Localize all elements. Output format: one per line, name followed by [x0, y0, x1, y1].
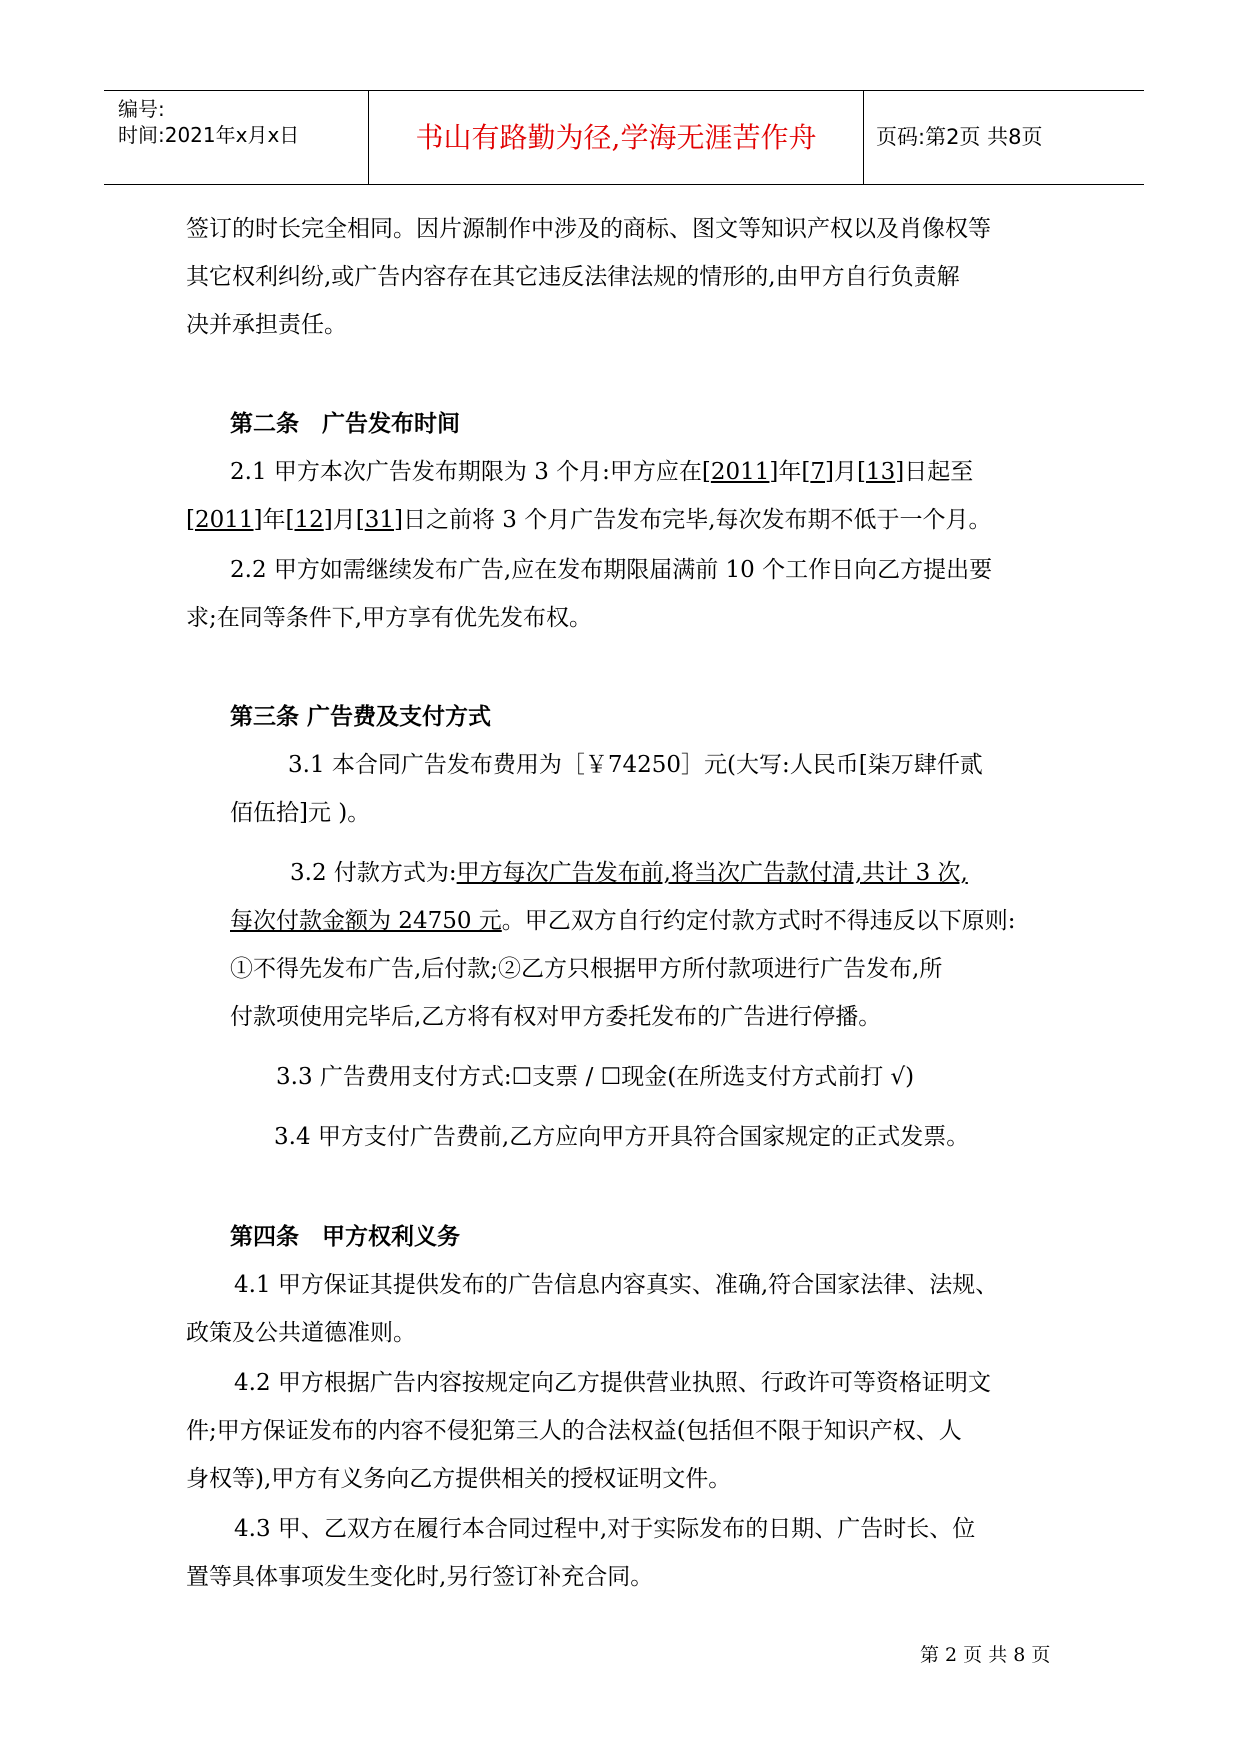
text: 2.1 甲方本次广告发布期限为 3 个月:甲方应在[	[230, 459, 711, 485]
article-3-4: 3.4 甲方支付广告费前,乙方应向甲方开具符合国家规定的正式发票。	[274, 1124, 970, 1150]
intro-line-3: 决并承担责任。	[186, 312, 347, 338]
article-2-title: 第二条 广告发布时间	[230, 411, 460, 437]
text: ]年[	[769, 459, 811, 485]
start-day: 13	[865, 459, 896, 485]
text: 3.2 付款方式为:	[290, 860, 457, 886]
header-meta	[104, 91, 369, 184]
end-year: 2011	[194, 507, 254, 533]
end-day: 31	[364, 507, 394, 533]
article-2-1-line-2	[186, 505, 992, 535]
article-2-2-line-2: 求;在同等条件下,甲方享有优先发布权。	[186, 605, 593, 631]
article-3-2-line-4: 付款项使用完毕后,乙方将有权对甲方委托发布的广告进行停播。	[230, 1004, 882, 1030]
text: 。甲乙双方自行约定付款方式时不得违反以下原则:	[501, 908, 1016, 934]
end-month: 12	[294, 507, 324, 533]
article-4-3-line-2: 置等具体事项发生变化时,另行签订补充合同。	[186, 1564, 654, 1590]
intro-line-1: 签订的时长完全相同。因片源制作中涉及的商标、图文等知识产权以及肖像权等	[186, 216, 991, 242]
document-time: 时间:2021年x月x日	[118, 123, 300, 147]
start-year: 2011	[710, 459, 770, 485]
text: ]日起至	[895, 459, 974, 485]
article-2-1-line-1	[230, 457, 973, 487]
text: ]月[	[825, 459, 866, 485]
document-number: 编号:	[118, 97, 165, 121]
header-page-number: 页码:第2页 共8页	[876, 125, 1043, 149]
text: [	[186, 507, 195, 533]
article-3-2-line-3: ①不得先发布广告,后付款;②乙方只根据甲方所付款项进行广告发布,所	[230, 956, 943, 982]
text: ]日之前将 3 个月广告发布完毕,每次发布期不低于一个月。	[394, 507, 992, 533]
header-motto: 书山有路勤为径,学海无涯苦作舟	[369, 91, 864, 184]
article-4-title: 第四条 甲方权利义务	[230, 1224, 460, 1250]
page-header	[104, 90, 1144, 185]
article-2-2-line-1: 2.2 甲方如需继续发布广告,应在发布期限届满前 10 个工作日向乙方提出要	[230, 557, 993, 583]
payment-amount: 每次付款金额为 24750 元	[230, 908, 502, 934]
payment-terms: 甲方每次广告发布前,将当次广告款付清,共计 3 次,	[456, 860, 968, 886]
article-4-1-line-1: 4.1 甲方保证其提供发布的广告信息内容真实、准确,符合国家法律、法规、	[234, 1272, 999, 1298]
article-3-2-line-1	[290, 858, 968, 888]
article-3-3: 3.3 广告费用支付方式:☐支票 / ☐现金(在所选支付方式前打 √)	[276, 1064, 915, 1090]
article-3-2-line-2	[230, 906, 1016, 936]
article-3-title: 第三条 广告费及支付方式	[230, 704, 492, 730]
article-3-1-line-2: 佰伍拾]元 )。	[230, 800, 371, 826]
article-4-3-line-1: 4.3 甲、乙双方在履行本合同过程中,对于实际发布的日期、广告时长、位	[234, 1516, 976, 1542]
intro-line-2: 其它权利纠纷,或广告内容存在其它违反法律法规的情形的,由甲方自行负责解	[186, 264, 960, 290]
page-footer: 第 2 页 共 8 页	[920, 1644, 1051, 1666]
article-4-2-line-2: 件;甲方保证发布的内容不侵犯第三人的合法权益(包括但不限于知识产权、人	[186, 1418, 962, 1444]
article-4-2-line-3: 身权等),甲方有义务向乙方提供相关的授权证明文件。	[186, 1466, 732, 1492]
article-4-2-line-1: 4.2 甲方根据广告内容按规定向乙方提供营业执照、行政许可等资格证明文	[234, 1370, 991, 1396]
text: ]月[	[323, 507, 365, 533]
article-4-1-line-2: 政策及公共道德准则。	[186, 1320, 416, 1346]
text: ]年[	[253, 507, 295, 533]
article-3-1-line-1: 3.1 本合同广告发布费用为［￥74250］元(大写:人民币[柒万肆仟贰	[288, 752, 983, 778]
start-month: 7	[810, 459, 826, 485]
